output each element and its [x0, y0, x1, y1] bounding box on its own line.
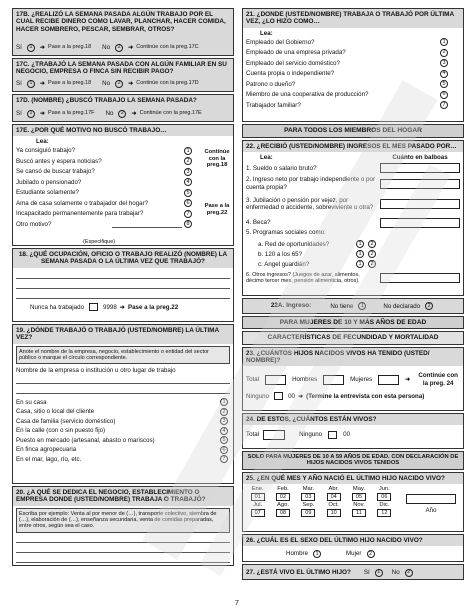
q21-lea: Lea:	[260, 29, 273, 37]
month-option[interactable]: 01	[251, 493, 265, 501]
question-24	[242, 413, 464, 449]
arrow-icon: ➜	[405, 376, 411, 384]
q23-continue: Continúe con la preg. 24	[418, 372, 458, 387]
amount-field[interactable]	[380, 273, 460, 283]
q17b-yes-option[interactable]: 1	[27, 44, 35, 52]
q17d-no-action: Continúe con la preg.17E	[139, 110, 202, 117]
list-item: Trabajador familiar? 7	[246, 100, 450, 111]
q22a-none-option[interactable]: 1	[358, 302, 366, 310]
q22a-undeclared-label: No declarado	[383, 302, 421, 310]
q23-none-code: 00	[288, 392, 295, 400]
year-label: Año	[425, 506, 437, 514]
q17e-note-continue: Continúe con la preg.18	[204, 149, 230, 169]
program-yes-option[interactable]: 1	[356, 240, 364, 248]
q22-lea: Lea:	[260, 153, 273, 161]
list-item: Empleado de una empresa privada? 2	[246, 47, 450, 58]
list-item: Buscó antes y espera noticias? 2	[16, 156, 194, 167]
q17d-no-option[interactable]: 2	[118, 110, 126, 118]
income-item: 1. Sueldo o salario bruto?	[246, 164, 317, 172]
month-cell: Dic. 12	[373, 502, 396, 517]
right-column	[242, 8, 464, 582]
business-activity-line[interactable]	[16, 544, 230, 553]
amount-field[interactable]	[380, 218, 460, 228]
program-no-option[interactable]: 2	[368, 240, 376, 248]
list-item: Miembro de una cooperativa de producción? 6	[246, 89, 450, 100]
q17c-text: 17C. ¿TRABAJÓ LA SEMANA PASADA CON ALGÚN FAMILIAR EN SU NEGOCIO, EMPRESA O FINCA SIN RECIBIR PAGO?	[16, 61, 227, 76]
arrow-icon: ➜	[39, 79, 46, 87]
arrow-icon: ➜	[39, 109, 46, 117]
arrow-icon: ➜	[128, 79, 134, 87]
q17e-option-4[interactable]: 4	[184, 178, 192, 186]
month-option[interactable]: 02	[276, 493, 290, 501]
arrow-icon: ➜	[297, 392, 304, 400]
q24-none-code: 00	[343, 431, 351, 439]
program-yes-option[interactable]: 1	[356, 260, 364, 268]
income-item: 3. Jubilación o pensión por vejez, por enfermedad o accidente, sobreviviente u otra?	[246, 196, 374, 212]
list-item: Patrono o dueño? 5	[246, 79, 450, 90]
q21-option-4[interactable]: 4	[440, 70, 448, 78]
list-item: Empleado del Gobierno? 1	[246, 37, 450, 48]
q17d-no-label: No	[105, 109, 114, 117]
q17d-yes-label: Sí	[16, 109, 22, 117]
q23-terminate: (Termine la entrevista con esta persona)	[306, 392, 425, 400]
q17c-yes-label: Sí	[16, 79, 22, 87]
month-option[interactable]: 03	[301, 493, 315, 501]
program-no-option[interactable]: 2	[368, 260, 376, 268]
q20-instruction: Escriba por ejemplo: Venta al por menor de (…), transporte colectivo, siembra de (…), elaboración de (…), enseñanza secundaria, venta de comidas preparadas, entre otros, según sea el caso.	[16, 508, 230, 533]
q17e-option-2[interactable]: 2	[184, 157, 192, 165]
q23-men-field[interactable]	[323, 375, 344, 385]
q23-total-field[interactable]	[265, 375, 286, 385]
amount-field[interactable]	[380, 163, 460, 173]
q19-option-2[interactable]: 2	[220, 408, 228, 416]
q17e-option-1[interactable]: 1	[184, 147, 192, 155]
month-cell: May. 05	[352, 486, 366, 501]
list-item: a. Red de oportunidades? 1 2	[258, 239, 378, 249]
list-item: b. 120 a los 65? 1 2	[258, 249, 378, 259]
q24-none-label: Ninguno	[299, 431, 323, 439]
list-item: Casa de familia (servicio doméstico) 3	[16, 416, 230, 426]
list-item: Otro motivo? 8	[16, 219, 194, 230]
q27-no-label: No	[391, 568, 400, 576]
program-no-option[interactable]: 2	[368, 250, 376, 258]
q23-women-label: Mujeres	[350, 376, 373, 384]
q17e-option-6[interactable]: 6	[184, 199, 192, 207]
q19-text: 19. ¿DÓNDE TRABAJÓ O TRABAJÓ (USTED/NOMBRE) LA ÚLTIMA VEZ?	[13, 325, 233, 344]
q17e-note-skip: Pase a la preg.22	[204, 203, 230, 216]
other-motive-line[interactable]	[112, 221, 182, 228]
section-header-women: PARA MUJERES DE 10 Y MÁS AÑOS DE EDAD	[242, 316, 464, 330]
occupation-line[interactable]	[16, 280, 230, 289]
program-yes-option[interactable]: 1	[356, 250, 364, 258]
q18-never-code: 9998	[103, 303, 117, 311]
q25-text: 25. ¿EN QUÉ MES Y AÑO NACIÓ EL ÚLTIMO HIJO NACIDO VIVO?	[243, 473, 463, 484]
list-item: En finca agropecuaria 6	[16, 445, 230, 455]
question-22a	[242, 298, 464, 314]
q19-option-3[interactable]: 3	[220, 417, 228, 425]
amount-field[interactable]	[380, 179, 460, 189]
q22a-undeclared-option[interactable]: 2	[425, 302, 433, 310]
month-cell: Mar. 03	[302, 486, 314, 501]
q26-male-option[interactable]: 1	[313, 550, 321, 558]
list-item: Estudiante solamente? 5	[16, 187, 194, 198]
arrow-icon: ➜	[128, 43, 134, 51]
q19-option-7[interactable]: 7	[220, 455, 228, 463]
income-item: 5. Programas sociales como:	[246, 229, 326, 237]
month-cell: Abr. 04	[328, 486, 339, 501]
list-item: Cuenta propia o independiente? 4	[246, 68, 450, 79]
q19-instruction: Anote el nombre de la empresa, negocio, establecimiento o entidad del sector público o marque el círculo correspondiente.	[16, 346, 230, 365]
month-option[interactable]: 06	[377, 493, 391, 501]
month-option[interactable]: 04	[327, 493, 341, 501]
arrow-icon: ➜	[131, 109, 137, 117]
amount-field[interactable]	[380, 199, 460, 209]
q17b-no-label: No	[102, 43, 111, 51]
q22a-none-label: No tiene	[330, 302, 354, 310]
section-header-fertility: CARACTERÍSTICAS DE FECUNDIDAD Y MORTALIDAD	[242, 331, 464, 345]
q21-option-5[interactable]: 5	[440, 80, 448, 88]
q17b-text: 17B. ¿REALIZÓ LA SEMANA PASADA ALGÚN TRABAJO POR EL CUAL RECIBE DINERO COMO LAVAR, PLANCHAR, HACER COMIDA, HACER SOMBRERO, PESCAR, SEMBRAR, OTROS?	[16, 11, 226, 33]
question-17b	[12, 8, 234, 56]
q17c-yes-action: Pase a la preg.18	[48, 80, 92, 87]
q19-option-5[interactable]: 5	[220, 436, 228, 444]
q23-men-label: Hombres	[292, 376, 318, 384]
month-cell: Feb. 02	[277, 486, 289, 501]
q21-option-6[interactable]: 6	[440, 91, 448, 99]
income-item: 4. Beca?	[246, 219, 271, 226]
question-19	[12, 324, 234, 484]
q17c-no-action: Continúe con la preg.17D	[136, 80, 199, 87]
q22-text: 22. ¿RECIBIÓ (USTED/NOMBRE) INGRESOS EL MES PASADO POR…	[243, 141, 463, 152]
q26-male-label: Hombre	[286, 550, 309, 558]
q21-option-7[interactable]: 7	[440, 101, 448, 109]
occupation-line[interactable]	[16, 270, 230, 279]
q27-yes-label: Sí	[363, 568, 370, 576]
month-option[interactable]: 10	[327, 509, 341, 517]
list-item: Se cansó de buscar trabajo? 3	[16, 166, 194, 177]
q17d-text: 17D. (NOMBRE) ¿BUSCÓ TRABAJO LA SEMANA PASADA?	[16, 97, 197, 104]
question-20	[12, 486, 234, 566]
q18-text: 18. ¿QUÉ OCUPACIÓN, OFICIO O TRABAJO REALIZÓ (NOMBRE) LA SEMANA PASADA O LA ÚLTIMA VEZ QUE TRABAJÓ?	[13, 249, 233, 268]
q17e-options	[16, 145, 194, 229]
business-activity-line[interactable]	[16, 534, 230, 543]
q23-none-label: Ninguno	[246, 392, 270, 400]
list-item: Empleado del servicio doméstico? 3	[246, 58, 450, 69]
question-26	[242, 534, 464, 562]
business-activity-line[interactable]	[16, 554, 230, 563]
q26-text: 26. ¿CUÁL ES EL SEXO DEL ÚLTIMO HIJO NACIDO VIVO?	[243, 535, 463, 546]
q19-option-6[interactable]: 6	[220, 446, 228, 454]
question-21	[242, 8, 464, 122]
list-item: Jubilado o pensionado? 4	[16, 177, 194, 188]
question-23	[242, 347, 464, 411]
q18-never-action: Pase a la preg.22	[127, 303, 179, 311]
list-item: Ya consiguió trabajo? 1	[16, 145, 194, 156]
occupation-line[interactable]	[16, 290, 230, 299]
page-number: 7	[235, 600, 239, 607]
month-cell: Jun. 06	[378, 486, 390, 501]
month-cell: Oct. 10	[328, 502, 339, 516]
q27-text: 27. ¿ESTÁ VIVO EL ÚLTIMO HIJO?	[246, 568, 351, 576]
month-option[interactable]: 08	[276, 509, 290, 517]
q17e-option-3[interactable]: 3	[184, 168, 192, 176]
month-cell: Nov. 11	[353, 502, 365, 516]
q17e-text: 17E. ¿POR QUÉ MOTIVO NO BUSCÓ TRABAJO…	[13, 125, 233, 136]
q18-never-option[interactable]	[89, 303, 98, 311]
q17b-no-option[interactable]: 2	[115, 44, 123, 52]
q24-text: 24. DE ESTOS, ¿CUÁNTOS ESTÁN VIVOS?	[243, 414, 463, 425]
company-name-line[interactable]	[16, 375, 230, 384]
q17c-no-option[interactable]: 2	[115, 80, 123, 88]
question-17e	[12, 124, 234, 246]
question-18	[12, 248, 234, 322]
q23-women-field[interactable]	[378, 375, 399, 385]
q24-none-option[interactable]	[328, 431, 337, 439]
q17b-no-action: Continúe con la preg.17C	[136, 44, 199, 51]
q19-field-label: Nombre de la empresa o institución u otro lugar de trabajo	[16, 367, 176, 375]
question-17c	[12, 58, 234, 92]
month-option[interactable]: 05	[352, 493, 366, 501]
month-cell: Sep. 09	[302, 502, 315, 516]
q17e-specify: (Especifique)	[83, 238, 116, 245]
question-17d	[12, 94, 234, 122]
q26-female-label: Mujer	[346, 550, 362, 558]
q23-text: 23. ¿CUÁNTOS HIJOS NACIDOS VIVOS HA TENIDO (USTED/ NOMBRE)?	[243, 348, 463, 367]
q19-options	[16, 397, 230, 464]
question-25	[242, 472, 464, 532]
q18-never-label: Nunca ha trabajado	[30, 303, 85, 311]
list-item: En su casa 1	[16, 397, 230, 407]
list-item: Puesto en mercado (artesanal, abasto o mariscos) 5	[16, 435, 230, 445]
q17e-option-7[interactable]: 7	[184, 210, 192, 218]
list-item: Incapacitado permanentemente para trabajar? 7	[16, 208, 194, 219]
q24-total-field[interactable]	[263, 430, 285, 440]
list-item: Ama de casa solamente o trabajador del hogar? 6	[16, 198, 194, 209]
q22a-text: 22A. Ingreso:	[270, 302, 312, 310]
q21-option-3[interactable]: 3	[440, 59, 448, 67]
month-grid	[246, 486, 396, 516]
q27-no-option[interactable]: 2	[405, 569, 413, 577]
company-name-line[interactable]	[16, 385, 230, 394]
month-cell: Ene. 01	[251, 486, 264, 501]
month-cell: Jul. 07	[246, 502, 269, 517]
income-item-others: 6. Otros ingresos? (Juegos de azar, alimentos, décimo tercer mes, pensión alimenticia, otros)	[246, 271, 360, 285]
census-form-page	[12, 8, 464, 598]
arrow-icon: ➜	[119, 303, 125, 311]
question-27	[242, 564, 464, 580]
q23-total-label: Total	[246, 376, 260, 384]
q17b-yes-label: Sí	[16, 43, 22, 51]
q24-total-label: Total	[246, 431, 260, 439]
month-cell: Ago. 08	[277, 502, 289, 516]
section-header-all-members: PARA TODOS LOS MIEMBROS DEL HOGAR	[242, 124, 464, 138]
q23-none-option[interactable]	[274, 392, 283, 400]
section-header-women-10-59: SOLO PARA MUJERES DE 10 A 59 AÑOS DE EDAD. CON DECLARACIÓN DE HIJOS NACIDOS VIVOS TENIDOS	[242, 451, 464, 470]
q17e-option-8[interactable]: 8	[184, 220, 192, 228]
q17e-option-5[interactable]: 5	[184, 189, 192, 197]
list-item: Casa, sitio o local del cliente 2	[16, 407, 230, 417]
q27-yes-option[interactable]: 1	[375, 569, 383, 577]
q21-text: 21. ¿DONDE (USTED/NOMBRE) TRABAJA O TRABAJÓ POR ÚLTIMA VEZ, ¿LO HIZO COMO…	[243, 9, 463, 28]
q17c-yes-option[interactable]: 1	[27, 80, 35, 88]
q17d-yes-option[interactable]: 1	[27, 110, 35, 118]
q21-option-2[interactable]: 2	[440, 49, 448, 57]
month-option[interactable]: 11	[352, 509, 366, 517]
list-item: En el mar, lago, río, etc. 7	[16, 454, 230, 464]
arrow-icon: ➜	[39, 43, 46, 51]
q17d-yes-action: Pase a la preg.17F	[48, 110, 95, 117]
month-option[interactable]: 09	[301, 509, 315, 517]
q19-option-4[interactable]: 4	[220, 427, 228, 435]
q19-option-1[interactable]: 1	[220, 398, 228, 406]
q26-female-option[interactable]: 2	[367, 550, 375, 558]
q22-amount-header: Cuánto en balboas	[392, 153, 448, 161]
month-option[interactable]: 12	[377, 509, 391, 517]
q17c-no-label: No	[102, 79, 111, 87]
list-item: En la calle (con o sin puesto fijo) 4	[16, 426, 230, 436]
q20-text: 20. ¿A QUÉ SE DEDICA EL NEGOCIO, ESTABLECIMIENTO O EMPRESA DONDE (USTED/NOMBRE) TRABAJA O TRABAJÓ?	[13, 487, 233, 506]
list-item: c. Angel guardián? 1 2	[258, 259, 378, 269]
q21-option-1[interactable]: 1	[440, 38, 448, 46]
q17b-yes-action: Pase a la preg.18	[48, 44, 92, 51]
year-field[interactable]	[406, 494, 456, 504]
q17e-lea: Lea:	[36, 138, 49, 146]
question-22	[242, 140, 464, 296]
left-column	[12, 8, 234, 568]
month-option[interactable]: 07	[251, 509, 265, 517]
income-item: 2. Ingreso neto por trabajo independiente o por cuenta propia?	[246, 176, 376, 191]
